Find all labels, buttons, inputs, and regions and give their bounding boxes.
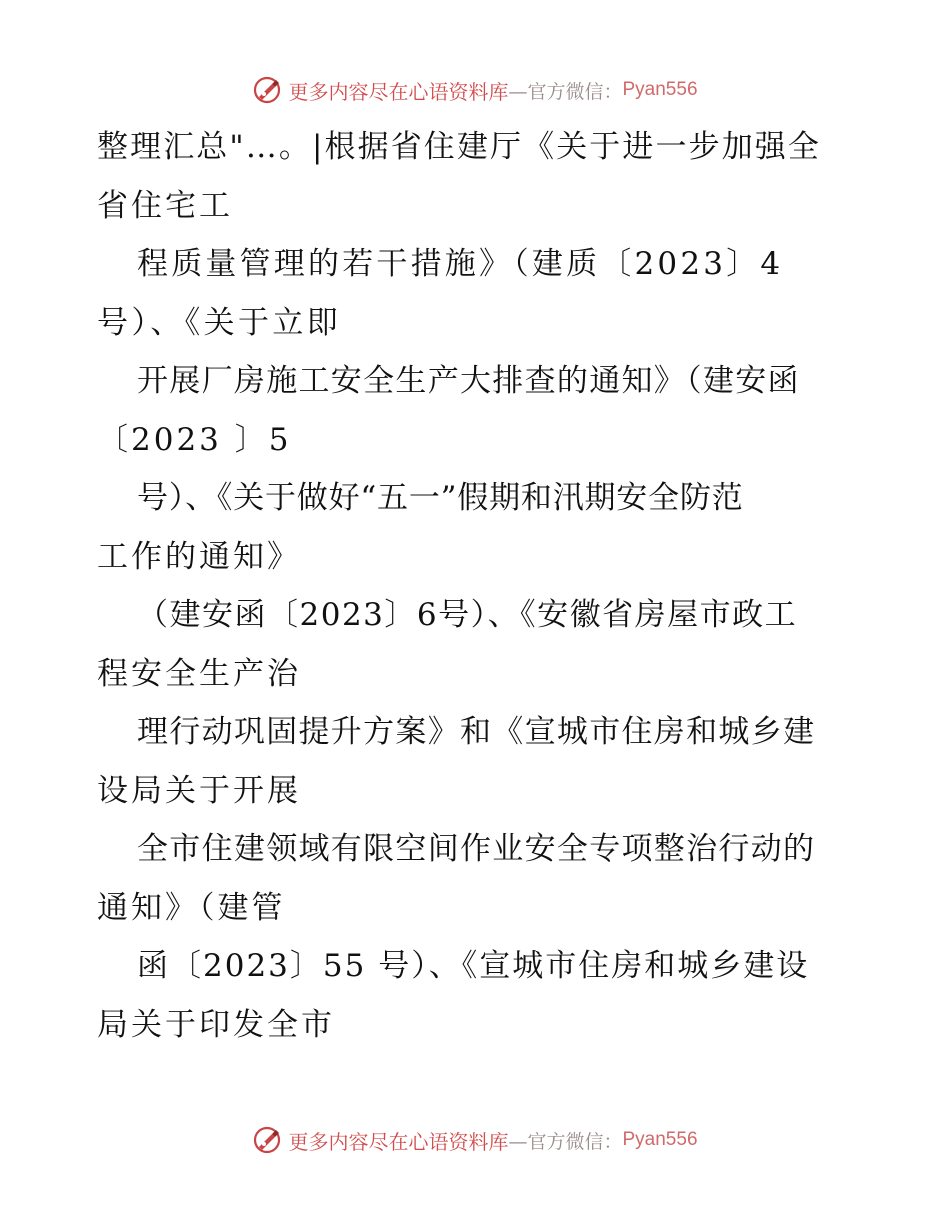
body-line: 工作的通知》: [97, 539, 301, 575]
body-line: 函〔2023〕55 号）、《宣城市住房和城乡建设: [137, 948, 810, 984]
header-watermark-banner: [0, 70, 950, 110]
body-line: 局关于印发全市: [97, 1007, 335, 1043]
body-line: 理行动巩固提升方案》和《宣城市住房和城乡建: [137, 714, 816, 750]
body-line: 设局关于开展: [97, 773, 301, 809]
banner-wechat-label: —官方微信：: [508, 1130, 623, 1153]
body-line: 程安全生产治: [97, 656, 301, 692]
body-line: 〔2023 〕5: [97, 422, 292, 458]
body-line: 整理汇总"…。|根据省住建厅《关于进一步加强全: [97, 129, 822, 165]
banner-wechat-id: Pyan556: [622, 79, 698, 100]
body-line: 省住宅工: [97, 188, 233, 224]
body-line: 全市住建领域有限空间作业安全专项整治行动的: [137, 831, 816, 867]
body-line: 通知》（建管: [97, 890, 286, 926]
body-line: 程质量管理的若干措施》（建质〔2023〕4: [137, 246, 784, 282]
body-line: （建安函〔2023〕6号）、《安徽省房屋市政工: [137, 597, 798, 633]
pen-circle-logo-icon: [252, 1125, 282, 1155]
banner-wechat-id: Pyan556: [622, 1129, 698, 1150]
banner-title: 更多内容尽在心语资料库: [288, 1129, 509, 1154]
body-line: 号）、《关于做好“五一”假期和汛期安全防范: [137, 480, 744, 516]
body-line: 号）、《关于立即: [97, 305, 342, 341]
banner-wechat-label: —官方微信：: [508, 80, 623, 103]
pen-circle-logo-icon: [252, 75, 282, 105]
banner-title: 更多内容尽在心语资料库: [288, 79, 509, 104]
body-line: 开展厂房施工安全生产大排查的通知》（建安函: [137, 363, 800, 399]
footer-watermark-banner: [0, 1120, 950, 1160]
